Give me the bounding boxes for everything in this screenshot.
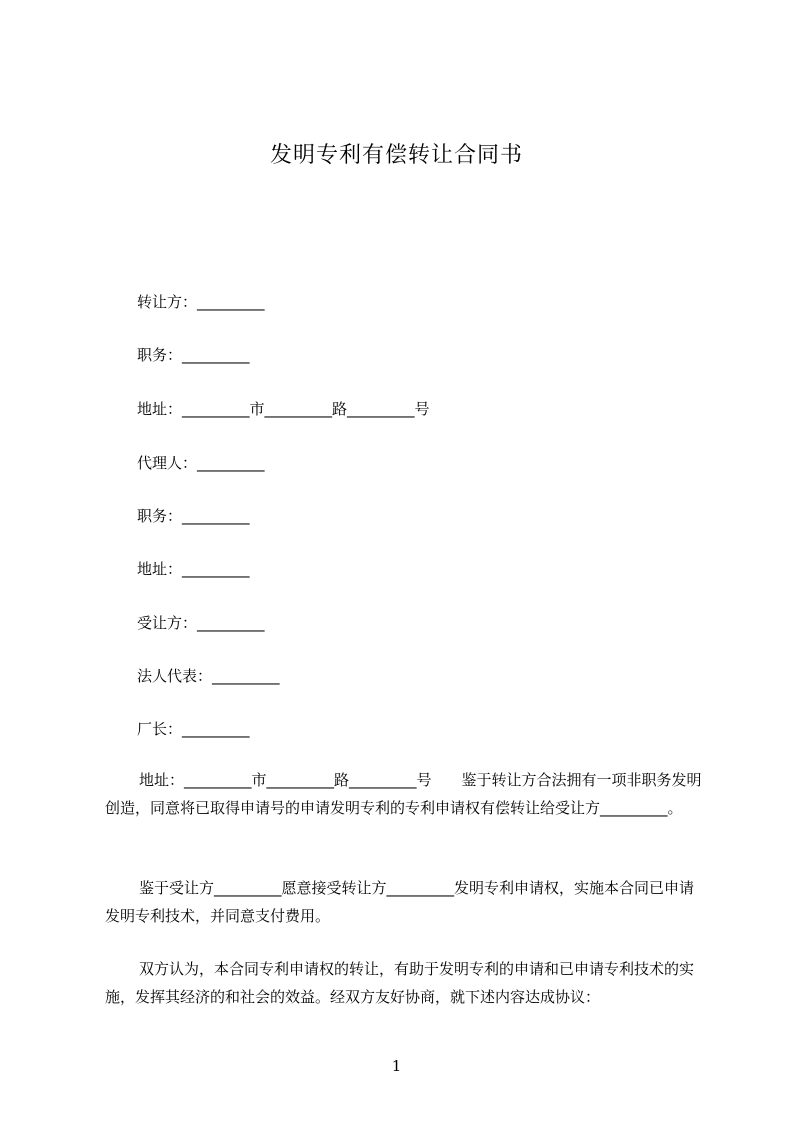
transferor-address-field: 地址：_________市_________路_________号 xyxy=(137,400,430,418)
paragraph-address-and-recital: 地址：_________市_________路_________号 鉴于转让方合法拥有一项非职务发明创造，同意将已取得申请号的申请发明专利的专利申请权有偿转让给受让方_________。 xyxy=(105,771,702,817)
transferee-field: 受让方：_________ xyxy=(137,614,265,632)
agent-address-field: 地址：_________ xyxy=(137,560,250,578)
paragraph-mutual-agreement: 双方认为，本合同专利申请权的转让，有助于发明专利的申请和已申请专利技术的实施，发挥其经济的和社会的效益。经双方友好协商，就下述内容达成协议： xyxy=(105,960,695,1006)
factory-director-field: 厂长：_________ xyxy=(137,720,250,738)
document-title: 发明专利有偿转让合同书 xyxy=(269,143,523,168)
agent-position-field: 职务：_________ xyxy=(137,507,250,525)
paragraph-transferee-acceptance: 鉴于受让方_________愿意接受转让方_________发明专利申请权，实施本合同已申请发明专利技术，并同意支付费用。 xyxy=(105,879,695,925)
transferor-position-field: 职务：_________ xyxy=(137,346,250,364)
agent-field: 代理人：_________ xyxy=(137,454,265,472)
transferor-field: 转让方：_________ xyxy=(137,293,265,311)
legal-representative-field: 法人代表：_________ xyxy=(137,667,280,685)
page-number: 1 xyxy=(391,1057,402,1075)
